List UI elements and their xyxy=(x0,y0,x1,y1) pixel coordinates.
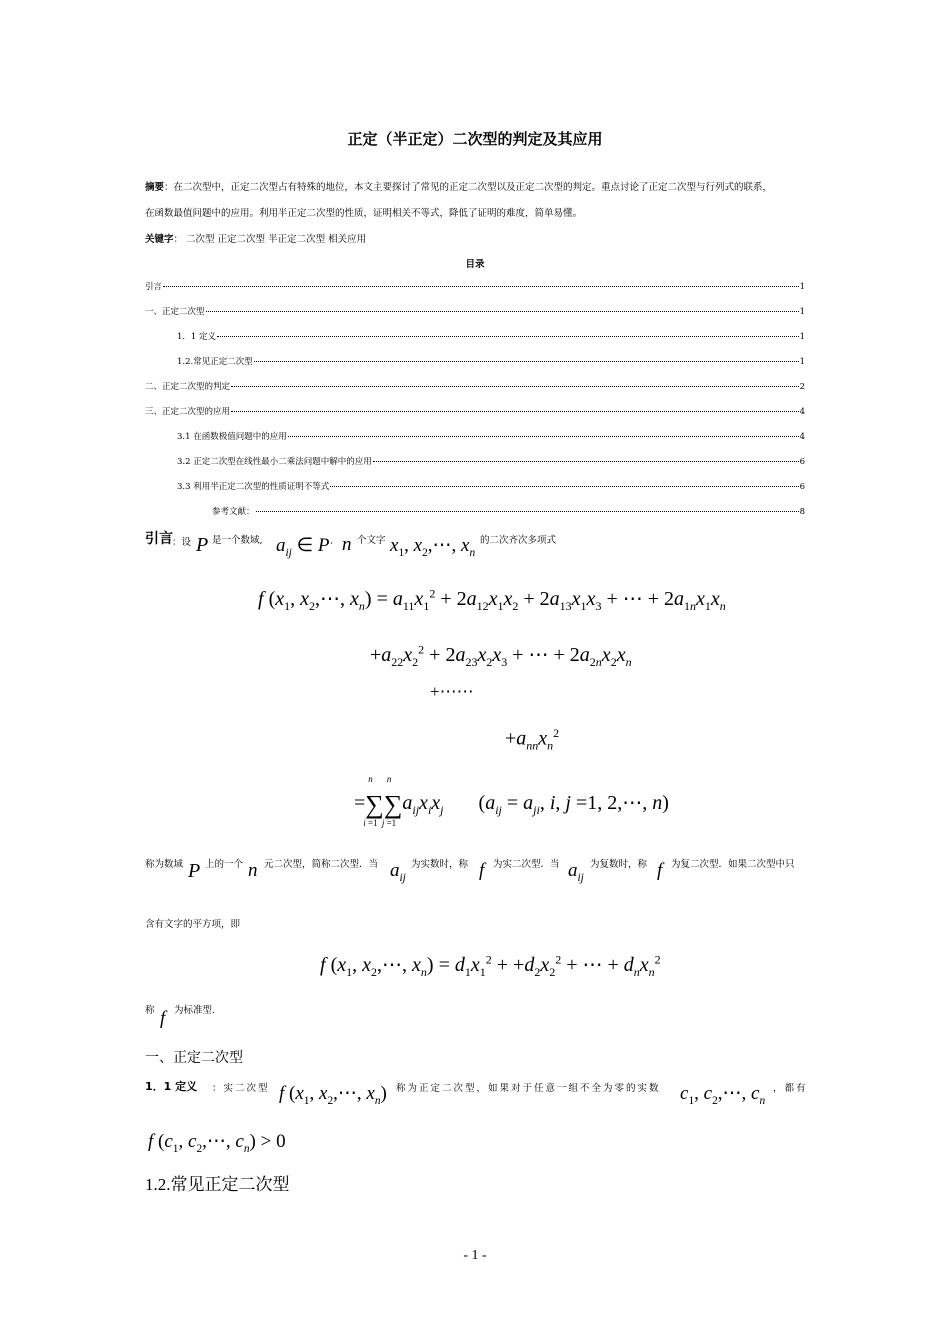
keywords-text: ： 二次型 正定二次型 半正定二次型 相关应用 xyxy=(173,234,367,245)
page-number: - 1 - xyxy=(463,1248,487,1263)
keywords xyxy=(145,231,366,245)
equation-line-4: $+a_{nn}x_n^2$ xyxy=(505,726,560,753)
intro-text-4: 的二次齐次多项式 xyxy=(480,535,557,546)
symbol-f-2: f xyxy=(657,860,663,881)
toc-entry[interactable]: 3.2 正定二次型在线性最小二乘法问题中解中的应用 6 xyxy=(177,457,805,467)
para1-text-5: 为实二次型．当 xyxy=(493,859,560,870)
definition-label: 1．1 定义 xyxy=(145,1080,198,1093)
para1-text-4: 为实数时，称 xyxy=(411,859,469,870)
para1-text-2: 上的一个 xyxy=(205,859,244,870)
toc-entry[interactable]: 3.3 利用半正定二次型的性质证明不等式 6 xyxy=(177,482,805,492)
formula-positive: f ($c_1$, $c_2,\cdots$, $c_n) > 0$ xyxy=(148,1131,286,1155)
formula-c-values: $c_1$, $c_2,\cdots$, $c_n$ xyxy=(680,1083,766,1107)
formula-aij-in-p: $a_{ij}$ ∈ P xyxy=(276,535,330,559)
definition-text-2: 称为正定二次型，如果对于任意一组不全为零的实数 xyxy=(396,1083,661,1094)
toc-entry[interactable]: 1.2.常见正定二次型 1 xyxy=(177,357,805,367)
para1-line-2: 含有文字的平方项，即 xyxy=(145,919,241,930)
symbol-n-2: n xyxy=(248,860,258,881)
definition-text-3: ，都有 xyxy=(773,1083,808,1094)
definition-text-1: ：实二次型 xyxy=(212,1083,270,1094)
abstract-label: 摘要 xyxy=(145,182,165,193)
section-1-heading: 一、正定二次型 xyxy=(145,1050,243,1066)
dot-separator: · xyxy=(330,538,334,549)
symbol-aij-2: $a_{ij}$ xyxy=(568,860,584,884)
toc-entry[interactable]: 3.1 在函数极值问题中的应用 4 xyxy=(177,432,805,442)
toc-entry[interactable]: 1．1 定义 1 xyxy=(177,332,805,342)
intro-text-3: 个文字 xyxy=(357,535,386,546)
toc-entry[interactable]: 三、正定二次型的应用 4 xyxy=(145,407,805,417)
formula-f-x: f ($x_1$, $x_2,\cdots$, $x_n$) xyxy=(279,1083,387,1107)
abstract-text-1: ：在二次型中，正定二次型占有特殊的地位，本文主要探讨了常见的正定二次型以及正定二次型的判定。重点讨论了正定二次型与行列式的联系， xyxy=(164,182,773,193)
para1-text-3: 元二次型，简称二次型．当 xyxy=(264,859,379,870)
equation-line-3: +⋯⋯ xyxy=(430,682,474,701)
abstract-paragraph xyxy=(145,175,815,227)
symbol-n: n xyxy=(342,534,352,555)
abstract-text-2: 在函数最值问题中的应用。利用半正定二次型的性质，证明相关不等式，降低了证明的难度，简单易懂。 xyxy=(145,208,583,219)
equation-line-2: $+a_{22}x_2^2 + 2a_{23}x_2x_3$ + ⋯ + $2a_{2n}x_2x_n$ xyxy=(370,642,632,669)
symbol-f-3: f xyxy=(160,1008,166,1029)
para1-text-7: 为复二次型．如果二次型中只 xyxy=(671,859,795,870)
keywords-label: 关键字 xyxy=(145,234,174,245)
para1-text-1: 称为数域 xyxy=(145,859,184,870)
intro-text-2: 是一个数域, xyxy=(212,535,263,546)
para2-text-1: 称 xyxy=(145,1005,155,1016)
para2-text-2: 为标准型. xyxy=(174,1005,216,1016)
toc-entry[interactable]: 二、正定二次型的判定 2 xyxy=(145,382,805,392)
symbol-aij: $a_{ij}$ xyxy=(390,860,406,884)
equation-line-1: f ($x_1$, $x_2,\cdots$, $x_n) = a_{11}x_1^2 + 2a_{12}x_1x_2 + 2a_{13}x_1x_3$ + ⋯ + $2a_{1n}x_1x_n$ xyxy=(258,586,726,613)
symbol-p-2: P xyxy=(188,860,201,882)
symbol-p: P xyxy=(196,534,209,556)
toc-title: 目录 xyxy=(465,259,485,270)
intro-label: 引言 xyxy=(145,531,173,547)
toc-entry[interactable]: 引言 1 xyxy=(145,282,805,292)
para1-text-6: 为复数时，称 xyxy=(590,859,648,870)
toc-entry[interactable]: 一、正定二次型 1 xyxy=(145,307,805,317)
page-title: 正定（半正定）二次型的判定及其应用 xyxy=(347,130,603,148)
intro-text-1: ：设 xyxy=(172,537,192,548)
equation-line-5: =∑ n i =1 ∑ n j =1 $a_{ij}x_ix_j$ ($a_{ij} = a_{ji}$, i, j =1, 2,⋯, n) xyxy=(354,774,669,828)
subsection-1-2-heading: 1.2.常见正定二次型 xyxy=(145,1175,290,1194)
formula-variables: $x_1$, $x_2,\cdots$, $x_n$ xyxy=(390,535,476,559)
equation-standard-form: f ($x_1$, $x_2,\cdots$, $x_n) = d_1x_1^2 + +d_2x_2^2$ + ⋯ + $d_nx_n^2$ xyxy=(320,952,661,979)
toc-entry[interactable]: 参考文献： 8 xyxy=(212,507,805,517)
symbol-f: f xyxy=(479,860,485,881)
